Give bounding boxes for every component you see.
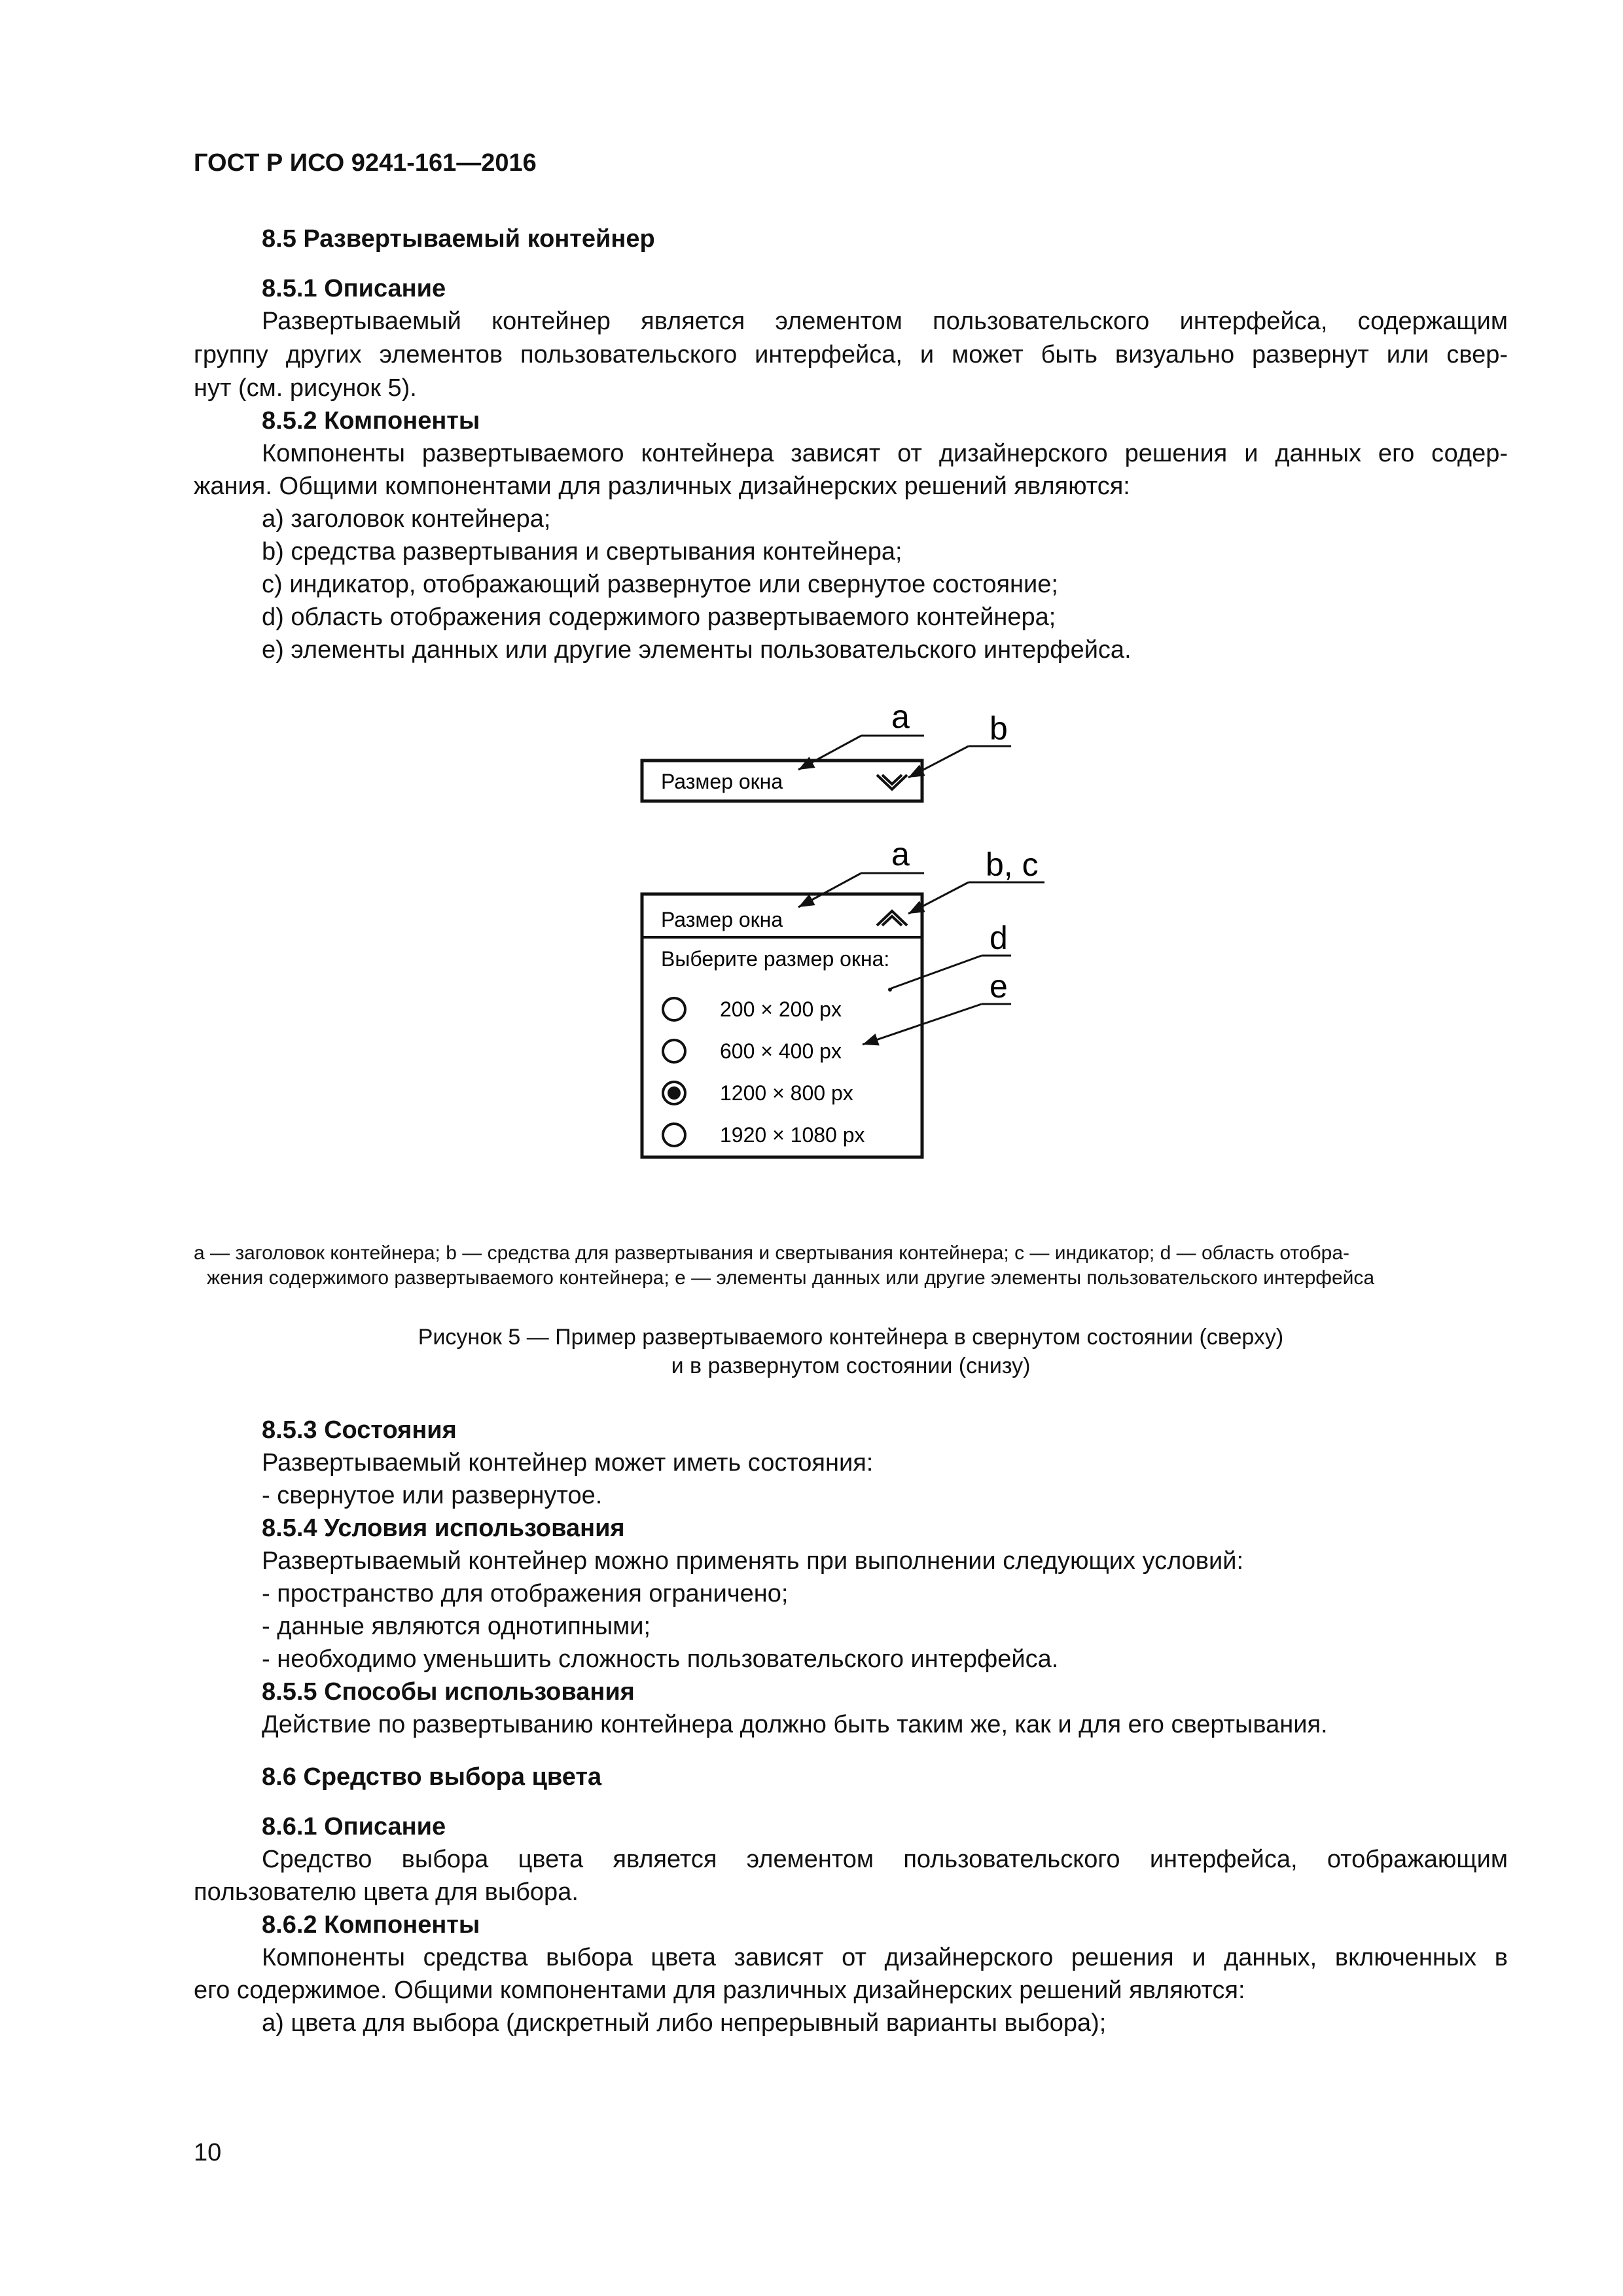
expanded-title: Размер окна <box>661 908 783 931</box>
paragraph-line: Развертываемый контейнер может иметь состояния: <box>262 1449 874 1477</box>
radio-dot <box>668 1086 681 1100</box>
list-item: - необходимо уменьшить сложность пользовательского интерфейса. <box>262 1645 1059 1673</box>
list-item: - данные являются однотипными; <box>262 1613 651 1640</box>
paragraph-line: Действие по развертыванию контейнера должно быть таким же, как и для его свертывания. <box>262 1711 1328 1738</box>
section-8-6-title: 8.6 Средство выбора цвета <box>262 1763 602 1791</box>
callout-label-a: a <box>891 836 910 872</box>
section-8-5-3-title: 8.5.3 Состояния <box>262 1416 457 1444</box>
callout-label-b: b <box>990 710 1008 747</box>
list-item: a) цвета для выбора (дискретный либо непрерывный варианты выбора); <box>262 2009 1107 2037</box>
page-number: 10 <box>194 2139 222 2166</box>
section-8-5-1-title: 8.5.1 Описание <box>262 275 446 302</box>
callout-label-a: a <box>891 698 910 735</box>
paragraph-line: Развертываемый контейнер является элементом пользовательского интерфейса, содержащим <box>262 308 1508 335</box>
document-header: ГОСТ Р ИСО 9241-161—2016 <box>194 149 537 177</box>
list-item: b) средства развертывания и свертывания контейнера; <box>262 538 902 565</box>
list-item: d) область отображения содержимого развертываемого контейнера; <box>262 603 1056 631</box>
paragraph-line: Компоненты развертываемого контейнера зависят от дизайнерского решения и данных его содер- <box>262 440 1508 467</box>
expanded-container <box>642 894 922 1157</box>
section-8-6-1-title: 8.6.1 Описание <box>262 1813 446 1840</box>
paragraph-line: пользователю цвета для выбора. <box>194 1878 579 1906</box>
section-8-5-5-title: 8.5.5 Способы использования <box>262 1678 635 1706</box>
paragraph-line: его содержимое. Общими компонентами для различных дизайнерских решений являются: <box>194 1977 1245 2004</box>
radio-unselected-icon[interactable] <box>663 998 685 1020</box>
content-prompt: Выберите размер окна: <box>661 947 890 971</box>
list-item: - пространство для отображения ограничено; <box>262 1580 789 1607</box>
paragraph-line: группу других элементов пользовательского интерфейса, и может быть визуально развернут или свер- <box>194 341 1508 368</box>
list-item: a) заголовок контейнера; <box>262 505 551 533</box>
section-8-5-title: 8.5 Развертываемый контейнер <box>262 225 655 253</box>
list-item: e) элементы данных или другие элементы пользовательского интерфейса. <box>262 636 1132 664</box>
paragraph-line: Компоненты средства выбора цвета зависят от дизайнерского решения и данных, включенных в <box>262 1944 1508 1971</box>
paragraph-line: Средство выбора цвета является элементом пользовательского интерфейса, отображающим <box>262 1846 1508 1873</box>
figure-caption: Рисунок 5 — Пример развертываемого контейнера в свернутом состоянии (сверху) <box>418 1325 1284 1350</box>
section-8-5-4-title: 8.5.4 Условия использования <box>262 1515 625 1542</box>
callout-label-bc: b, c <box>986 846 1039 883</box>
radio-option-label: 1200 × 800 px <box>720 1081 853 1105</box>
radio-option-label: 1920 × 1080 px <box>720 1123 865 1147</box>
list-item: - свернутое или развернутое. <box>262 1482 603 1509</box>
section-8-6-2-title: 8.6.2 Компоненты <box>262 1911 480 1939</box>
section-8-5-2-title: 8.5.2 Компоненты <box>262 407 480 435</box>
figure-legend-line: a — заголовок контейнера; b — средства для развертывания и свертывания контейнера; c — индикатор; d — область отобра- <box>194 1242 1350 1264</box>
paragraph-line: Развертываемый контейнер можно применять при выполнении следующих условий: <box>262 1547 1243 1575</box>
list-item: c) индикатор, отображающий развернутое или свернутое состояние; <box>262 571 1058 598</box>
callout-label-d: d <box>990 920 1008 956</box>
radio-option-label: 200 × 200 px <box>720 997 842 1021</box>
figure-caption: и в развернутом состоянии (снизу) <box>671 1354 1031 1378</box>
radio-unselected-icon[interactable] <box>663 1124 685 1146</box>
figure-legend-line: жения содержимого развертываемого контейнера; e — элементы данных или другие элементы пользовательского интерфейса <box>207 1267 1375 1289</box>
callout-label-e: e <box>990 968 1008 1005</box>
paragraph-line: жания. Общими компонентами для различных дизайнерских решений являются: <box>194 473 1130 500</box>
radio-unselected-icon[interactable] <box>663 1040 685 1062</box>
collapsed-title: Размер окна <box>661 770 783 793</box>
radio-option-label: 600 × 400 px <box>720 1039 842 1063</box>
paragraph-line: нут (см. рисунок 5). <box>194 374 417 402</box>
